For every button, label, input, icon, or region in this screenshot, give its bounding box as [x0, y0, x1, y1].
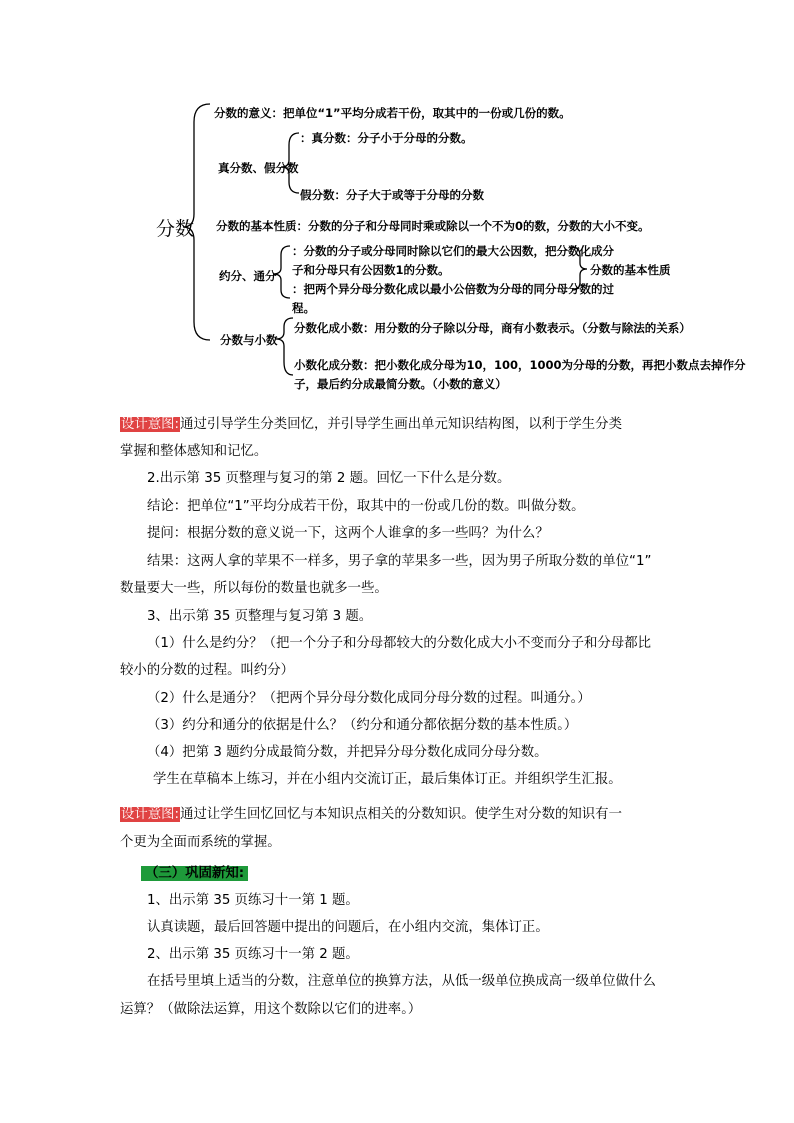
- paragraph: 结论：把单位“1”平均分成若干份，取其中的一份或几份的数。叫做分数。: [147, 499, 585, 514]
- paragraph: 较小的分数的过程。叫约分）: [120, 663, 295, 678]
- diagram-root: 分数: [156, 218, 195, 240]
- paragraph: 3、出示第 35 页整理与复习第 3 题。: [147, 609, 373, 624]
- decimal-to-fraction-1: 小数化成分数：把小数化成分母为10，100，1000为分母的分数，再把小数点去掉作分: [294, 358, 746, 372]
- paragraph: 2.出示第 35 页整理与复习的第 2 题。回忆一下什么是分数。: [147, 471, 511, 486]
- fraction-meaning: 分数的意义：把单位“1”平均分成若干份，取其中的一份或几份的数。: [214, 106, 571, 120]
- knowledge-structure-diagram: [0, 0, 794, 400]
- paragraph: 1、出示第 35 页练习十一第 1 题。: [147, 893, 359, 908]
- design-intent-1-cont: 掌握和整体感知和记忆。: [120, 444, 268, 459]
- paragraph: 运算？（做除法运算，用这个数除以它们的进率。）: [120, 1002, 422, 1017]
- section-heading-tag: （三）巩固新知:: [141, 866, 248, 881]
- paragraph: （3）约分和通分的依据是什么？（约分和通分都依据分数的基本性质。）: [147, 718, 578, 733]
- paragraph: 提问：根据分数的意义说一下，这两个人谁拿的多一些吗？为什么？: [147, 526, 549, 541]
- design-intent-1-text: 通过引导学生分类回忆，并引导学生画出单元知识结构图，以利于学生分类: [180, 417, 622, 432]
- paragraph: （2）什么是通分？（把两个异分母分数化成同分母分数的过程。叫通分。）: [147, 691, 591, 706]
- common-line-2: 程。: [292, 301, 315, 315]
- design-intent-tag: 设计意图:: [121, 417, 180, 432]
- proper-improper-label: 真分数、假分数: [218, 161, 299, 175]
- design-intent-1: [120, 413, 622, 432]
- paragraph: 2、出示第 35 页练习十一第 2 题。: [147, 947, 359, 962]
- common-line-1: ：把两个异分母分数化成以最小公倍数为分母的同分母分数的过: [292, 282, 614, 296]
- design-intent-2: [120, 803, 622, 822]
- section-heading: [141, 862, 248, 881]
- design-intent-tag: 设计意图:: [121, 807, 180, 822]
- fraction-to-decimal: 分数化成小数：用分数的分子除以分母，商有小数表示。（分数与除法的关系）: [294, 321, 691, 335]
- paragraph: 学生在草稿本上练习，并在小组内交流订正，最后集体订正。并组织学生汇报。: [153, 772, 622, 787]
- paragraph: 在括号里填上适当的分数，注意单位的换算方法，从低一级单位换成高一级单位做什么: [147, 974, 656, 989]
- paragraph: （1）什么是约分？（把一个分子和分母都较大的分数化成大小不变而分子和分母都比: [147, 636, 651, 651]
- reduce-line-1: ：分数的分子或分母同时除以它们的最大公因数，把分数化成分: [292, 244, 614, 258]
- paragraph: 结果：这两人拿的苹果不一样多，男子拿的苹果多一些，因为男子所取分数的单位“1”: [147, 554, 652, 569]
- decimal-label: 分数与小数: [220, 333, 278, 347]
- improper-fraction: 假分数：分子大于或等于分母的分数: [300, 188, 484, 202]
- paragraph: （4）把第 3 题约分成最简分数，并把异分母分数化成同分母分数。: [147, 745, 548, 760]
- proper-fraction: ：真分数：分子小于分母的分数。: [300, 131, 473, 145]
- decimal-brace: [276, 318, 293, 375]
- reduce-common-label: 约分、通分: [219, 269, 277, 283]
- design-intent-2-cont: 个更为全面而系统的掌握。: [120, 835, 281, 850]
- paragraph: 数量要大一些，所以每份的数量也就多一些。: [120, 581, 388, 596]
- design-intent-2-text: 通过让学生回忆回忆与本知识点相关的分数知识。使学生对分数的知识有一: [180, 807, 622, 822]
- decimal-to-fraction-2: 子，最后约分成最简分数。（小数的意义）: [294, 377, 507, 391]
- basic-property-right-label: 分数的基本性质: [590, 263, 671, 277]
- reduce-line-2: 子和分母只有公因数1的分数。: [292, 263, 450, 277]
- paragraph: 认真读题，最后回答题中提出的问题后，在小组内交流，集体订正。: [147, 920, 549, 935]
- basic-property: 分数的基本性质：分数的分子和分母同时乘或除以一个不为0的数，分数的大小不变。: [216, 219, 650, 233]
